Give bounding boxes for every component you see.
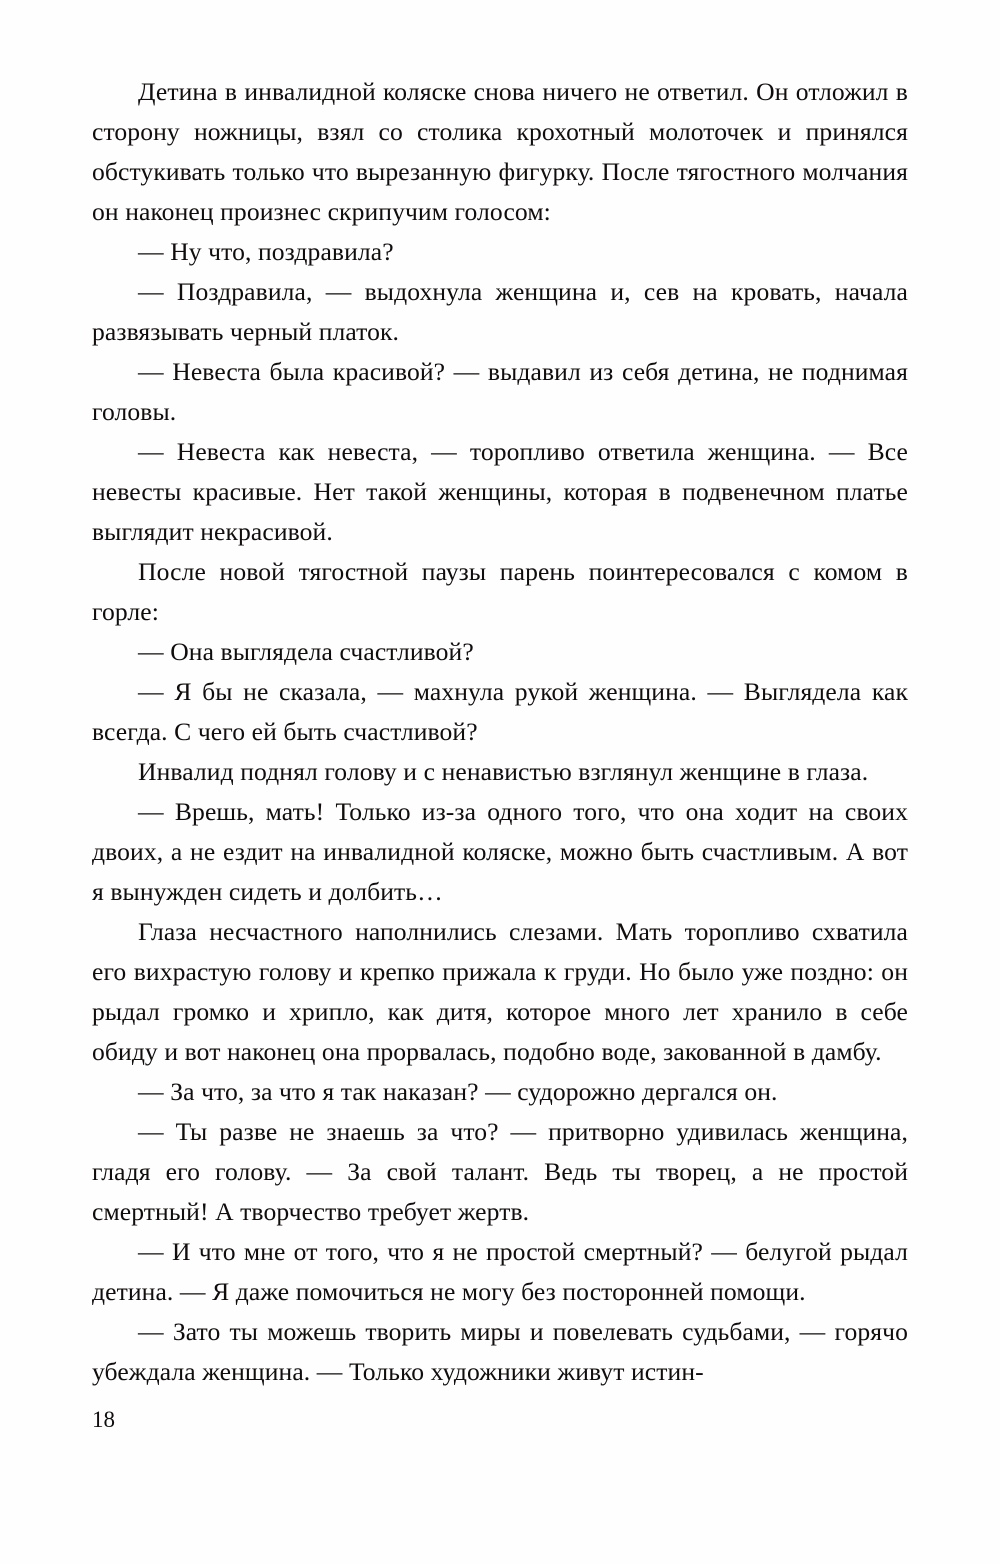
paragraph: — Она выглядела счастливой? <box>138 637 474 666</box>
paragraph: — Зато ты можешь творить миры и повелевать судьбами, — горячо убеждала женщина. — Только художники живут истин- <box>92 1317 908 1386</box>
paragraph: — Поздравила, — выдохнула женщина и, сев на кровать, начала развязывать черный платок. <box>92 277 908 346</box>
paragraph: — Ну что, поздравила? <box>138 237 394 266</box>
paragraph: — Врешь, мать! Только из-за одного того, что она ходит на своих двоих, а не ездит на инвалидной коляске, можно быть счастливым. А вот я вынужден сидеть и долбить… <box>92 797 908 906</box>
page-text-body <box>92 72 908 1392</box>
paragraph: — Ты разве не знаешь за что? — притворно удивилась женщина, гладя его голову. — За свой талант. Ведь ты творец, а не простой смертный! А творчество требует жертв. <box>92 1117 908 1226</box>
page-number: 18 <box>92 1407 115 1432</box>
paragraph: После новой тягостной паузы парень поинтересовался с комом в горле: <box>92 557 908 626</box>
paragraph: — Я бы не сказала, — махнула рукой женщина. — Выглядела как всегда. С чего ей быть счастливой? <box>92 677 908 746</box>
paragraph: Инвалид поднял голову и с ненавистью взглянул женщине в глаза. <box>138 757 869 786</box>
paragraph: — Невеста была красивой? — выдавил из себя детина, не поднимая головы. <box>92 357 908 426</box>
paragraph: — Невеста как невеста, — торопливо ответила женщина. — Все невесты красивые. Нет такой женщины, которая в подвенечном платье выглядит некрасивой. <box>92 437 908 546</box>
paragraph: Глаза несчастного наполнились слезами. Мать торопливо схватила его вихрастую голову и крепко прижала к груди. Но было уже поздно: он рыдал громко и хрипло, как дитя, которое много лет хранило в себе обиду и вот наконец она прорвалась, подобно воде, закованной в дамбу. <box>92 917 908 1066</box>
paragraph: — За что, за что я так наказан? — судорожно дергался он. <box>138 1077 778 1106</box>
paragraph: Детина в инвалидной коляске снова ничего не ответил. Он отложил в сторону ножницы, взял со столика крохотный молоточек и принялся обстукивать только что вырезанную фигурку. После тягостного молчания он наконец произнес скрипучим голосом: <box>92 77 908 226</box>
paragraph: — И что мне от того, что я не простой смертный? — белугой рыдал детина. — Я даже помочиться не могу без посторонней помощи. <box>92 1237 908 1306</box>
